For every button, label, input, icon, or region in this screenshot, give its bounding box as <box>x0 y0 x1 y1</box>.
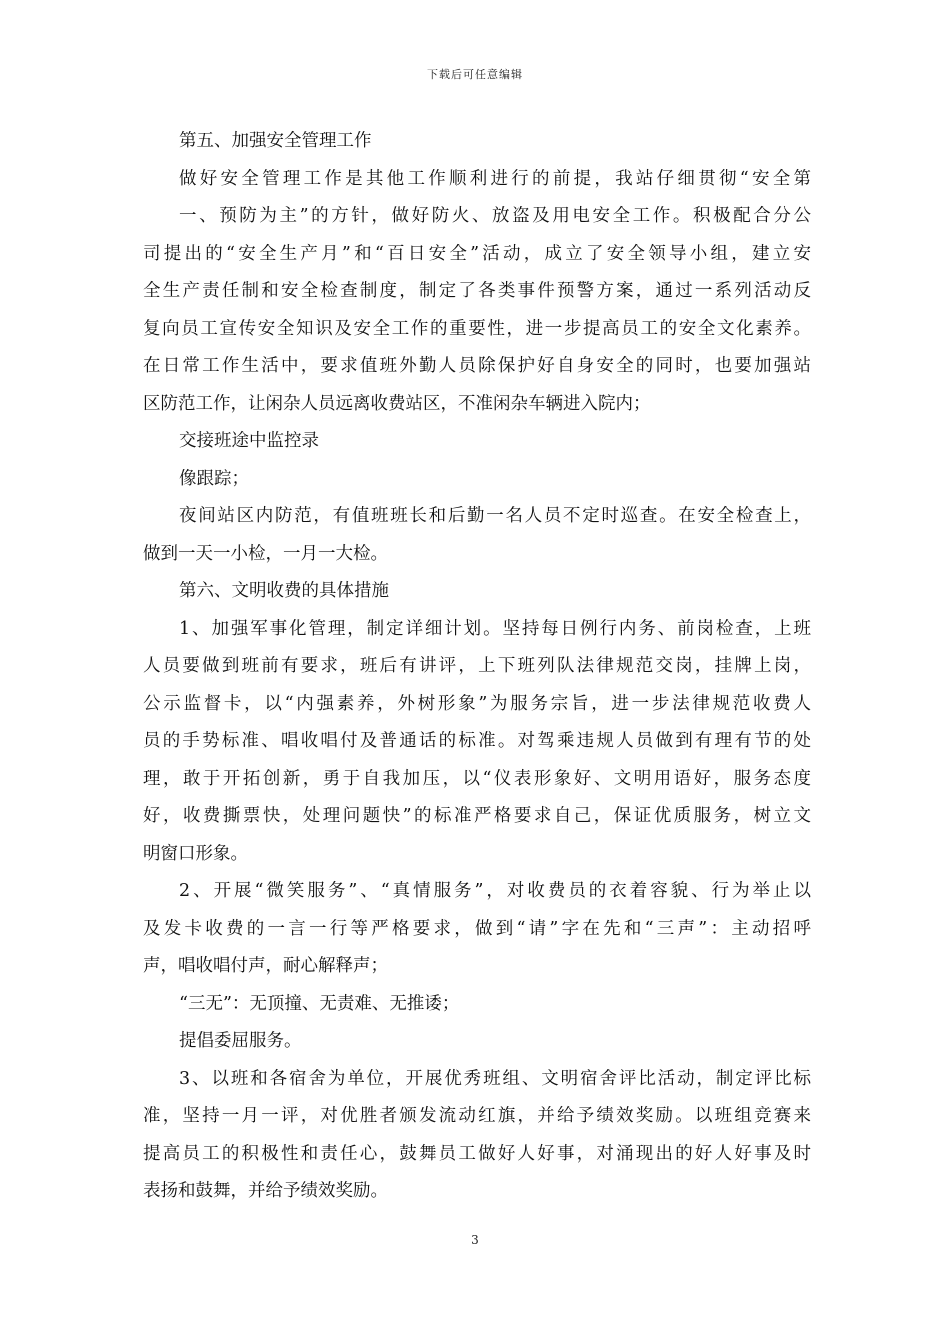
body-line: 提倡委屈服务。 <box>179 1031 302 1051</box>
body-line: 区防范工作，让闲杂人员远离收费站区，不准闲杂车辆进入院内； <box>143 393 651 414</box>
body-line: 好，收费撕票快，处理问题快”的标准严格要求自己，保证优质服务，树立文 <box>143 806 811 826</box>
body-line: 2、开展“微笑服务”、“真情服务”，对收费员的衣着容貌、行为举止以 <box>179 881 811 901</box>
page-number: 3 <box>471 1233 479 1247</box>
body-line: 像跟踪； <box>179 468 249 489</box>
body-line: 夜间站区内防范，有值班班长和后勤一名人员不定时巡查。在安全检查上， <box>179 506 811 526</box>
body-line: 明窗口形象。 <box>143 843 248 864</box>
body-line: 3、以班和各宿舍为单位，开展优秀班组、文明宿舍评比活动，制定评比标 <box>179 1068 811 1089</box>
body-line: 做到一天一小检，一月一大检。 <box>143 543 388 564</box>
body-line: 全生产责任制和安全检查制度，制定了各类事件预警方案，通过一系列活动反 <box>143 281 811 301</box>
body-line: 交接班途中监控录 <box>179 431 319 451</box>
body-line: 在日常工作生活中，要求值班外勤人员除保护好自身安全的同时，也要加强站 <box>143 356 811 376</box>
page-header: 下载后可任意编辑 <box>427 68 523 81</box>
body-line: 公示监督卡，以“内强素养，外树形象”为服务宗旨，进一步法律规范收费人 <box>143 693 811 714</box>
body-line: 理，敢于开拓创新，勇于自我加压，以“仪表形象好、文明用语好，服务态度 <box>143 768 811 789</box>
body-line: 一、预防为主”的方针，做好防火、放盗及用电安全工作。积极配合分公 <box>179 206 811 226</box>
body-line: 司提出的“安全生产月”和“百日安全”活动，成立了安全领导小组，建立安 <box>143 243 811 264</box>
body-line: 提高员工的积极性和责任心，鼓舞员工做好人好事，对涌现出的好人好事及时 <box>143 1143 811 1164</box>
section-heading-6: 第六、文明收费的具体措施 <box>179 581 389 601</box>
body-line: 1、加强军事化管理，制定详细计划。坚持每日例行内务、前岗检查，上班 <box>179 618 811 639</box>
document-body <box>143 123 811 1211</box>
body-line: 准，坚持一月一评，对优胜者颁发流动红旗，并给予绩效奖励。以班组竞赛来 <box>143 1106 811 1126</box>
body-line: 员的手势标准、唱收唱付及普通话的标准。对驾乘违规人员做到有理有节的处 <box>143 731 811 751</box>
body-line: 复向员工宣传安全知识及安全工作的重要性，进一步提高员工的安全文化素养。 <box>143 318 811 339</box>
section-heading-5: 第五、加强安全管理工作 <box>179 131 372 151</box>
body-line: 及发卡收费的一言一行等严格要求，做到“请”字在先和“三声”：主动招呼 <box>143 918 811 939</box>
body-line: 人员要做到班前有要求，班后有讲评，上下班列队法律规范交岗，挂牌上岗， <box>143 656 811 676</box>
body-line: 声，唱收唱付声，耐心解释声； <box>143 956 388 976</box>
body-line: 表扬和鼓舞，并给予绩效奖励。 <box>143 1181 388 1201</box>
body-line: 做好安全管理工作是其他工作顺利进行的前提，我站仔细贯彻“安全第 <box>179 168 811 189</box>
body-line: “三无”：无顶撞、无责难、无推诿； <box>179 993 460 1014</box>
